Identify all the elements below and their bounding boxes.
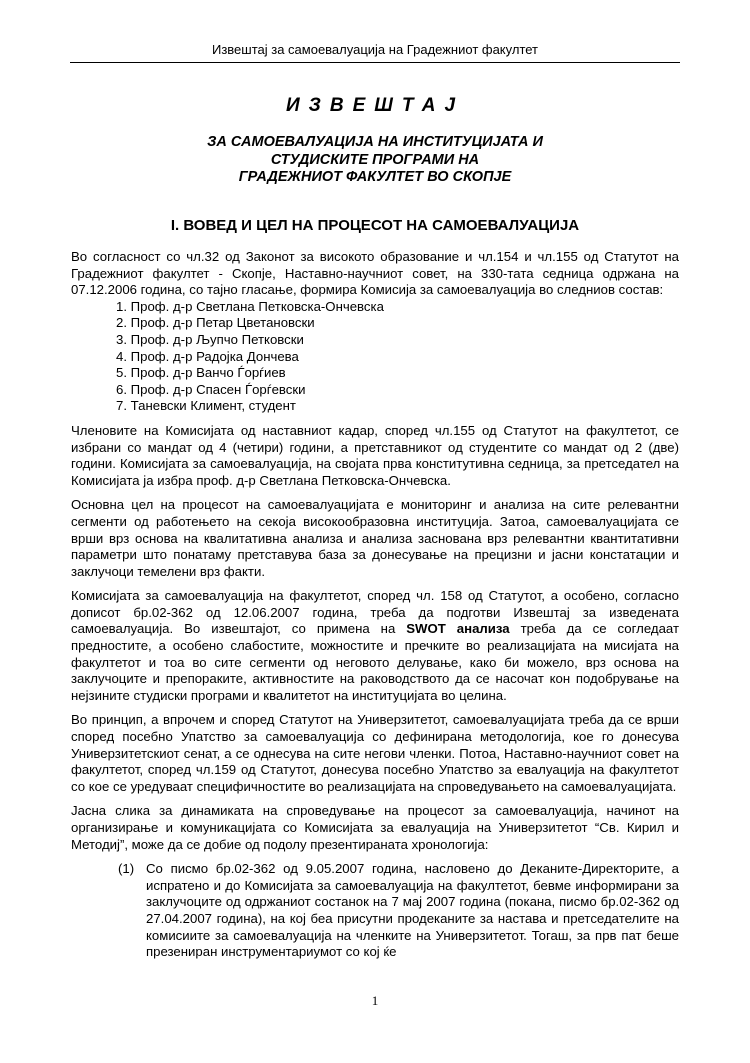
chronology-item-number: (1) — [118, 861, 135, 877]
document-title: ИЗВЕШТАЈ — [285, 95, 465, 116]
paragraph-members: Членовите на Комисијата од наставниот кадар, според чл.155 од Статутот на факултетот, се избрани со мандат од 4 (четири) години, а претставникот од студентите со мандат од 2 (две) години. Комисијата за самоевалуација, на својата прва конститутивна седница, за претседател на Комисијата ја избра проф. д-р Светлана Петковска-Ончевска. — [71, 422, 679, 488]
subtitle-line: СТУДИСКИТЕ ПРОГРАМИ НА — [270, 151, 480, 168]
document-subtitle — [150, 134, 600, 187]
list-item: 7. Таневски Климент, студент — [116, 398, 296, 414]
swot-analysis-emphasis: SWOT анализа — [406, 621, 510, 637]
chronology-item-text: Со писмо бр.02-362 од 9.05.2007 година, насловено до Деканите-Директорите, а испратено и до Комисијата за самоевалуација на факултетот, бевме информирани за заклучоците од одржаниот состанок на 7 мај 2007 година (покана, писмо бр.02-362 од 27.04.2007 година), на кој беа присутни продеканите за настава и претседателите на комисиите за самоевалуација на членките на Универзитетот. Тогаш, за прв пат беше презениран инструментариумот со кој ќе — [146, 861, 679, 960]
list-item: 3. Проф. д-р Љупчо Петковски — [116, 331, 304, 347]
paragraph-principle: Во принцип, а впрочем и според Статутот на Универзитетот, самоевалуацијата треба да се врши според посебно Упатство за самоевалуација со дефинирана методологија, кое го донесува Универзитетскиот сенат, а се однесува на сите негови членки. Потоа, Наставно-научниот совет на факултетот, според чл.159 од Статутот, донесува посебно Упатство за евалуација на факултетот со кое се уредуваат специфичностите во реализацијата на спроведувањето на самоевалуацијата. — [71, 712, 679, 794]
commission-members-list — [71, 299, 679, 415]
list-item: 6. Проф. д-р Спасен Ѓорѓевски — [116, 381, 306, 397]
subtitle-line: ЗА САМОЕВАЛУАЦИЈА НА ИНСТИТУЦИЈАТА И — [207, 134, 543, 150]
running-header: Извештај за самоевалуација на Градежниот факултет — [211, 42, 538, 57]
section-heading: I. ВОВЕД И ЦЕЛ НА ПРОЦЕСОТ НА САМОЕВАЛУАЦИЈА — [170, 217, 580, 234]
list-item: 2. Проф. д-р Петар Цветановски — [116, 315, 315, 331]
subtitle-line: ГРАДЕЖНИОТ ФАКУЛТЕТ ВО СКОПЈЕ — [238, 169, 512, 185]
paragraph-dynamics: Јасна слика за динамиката на спроведување на процесот за самоевалуација, начинот на организирање и комуникацијата со Комисијата за евалуација на Универзитетот “Св. Кирил и Методиј”, може да се добие од подолу презентираната хронологија: — [71, 803, 679, 852]
list-item: 4. Проф. д-р Радојка Дончева — [116, 348, 299, 364]
list-item: 5. Проф. д-р Ванчо Ѓорѓиев — [116, 365, 286, 381]
paragraph-commission-end: треба да се согледаат предностите, а особено слабостите, можностите и пречките во реализацијата на мисијата на факултетот и тоа во сите сегменти од неговото делување, како би можело, врз основа на заклучоците и препораките, активностите на раководството да се насочат кон подобрување на нејзините студиски програми и квалитетот на институцијата во целина. — [71, 621, 679, 703]
chronology-item — [71, 861, 679, 961]
paragraph-commission-start: Комисијата за самоевалуација на факултетот, според чл. 158 од Статутот, а особено, согласно дописот бр.02-362 од 12.06.2007 година, треба да подготви Извештај за изведената самоевалуација. Во извештајот, со примена на — [71, 588, 679, 637]
document-body — [71, 249, 679, 961]
paragraph-goal: Основна цел на процесот на самоевалуацијата е мониторинг и анализа на сите релевантни сегменти од работењето на секоја високообразовна институција. Затоа, самоевалуацијата се врши врз основа на квалитативна анализа и анализа заснована врз релевантни квантитативни параметри што понатаму претставува база за донесување на прецизни и јасни констатации и заклучоци темелени врз факти. — [71, 497, 679, 579]
header-divider — [70, 62, 680, 63]
page-number: 1 — [371, 993, 379, 1008]
paragraph-commission — [71, 588, 679, 704]
list-item: 1. Проф. д-р Светлана Петковска-Ончевска — [116, 298, 384, 314]
paragraph-intro: Во согласност со чл.32 од Законот за високото образование и чл.154 и чл.155 од Статутот на Градежниот факултет - Скопје, Наставно-научниот совет, на 330-тата седница одржана на 07.12.2006 година, со тајно гласање, формира Комисија за самоевалуација во следниов состав: — [71, 249, 679, 298]
